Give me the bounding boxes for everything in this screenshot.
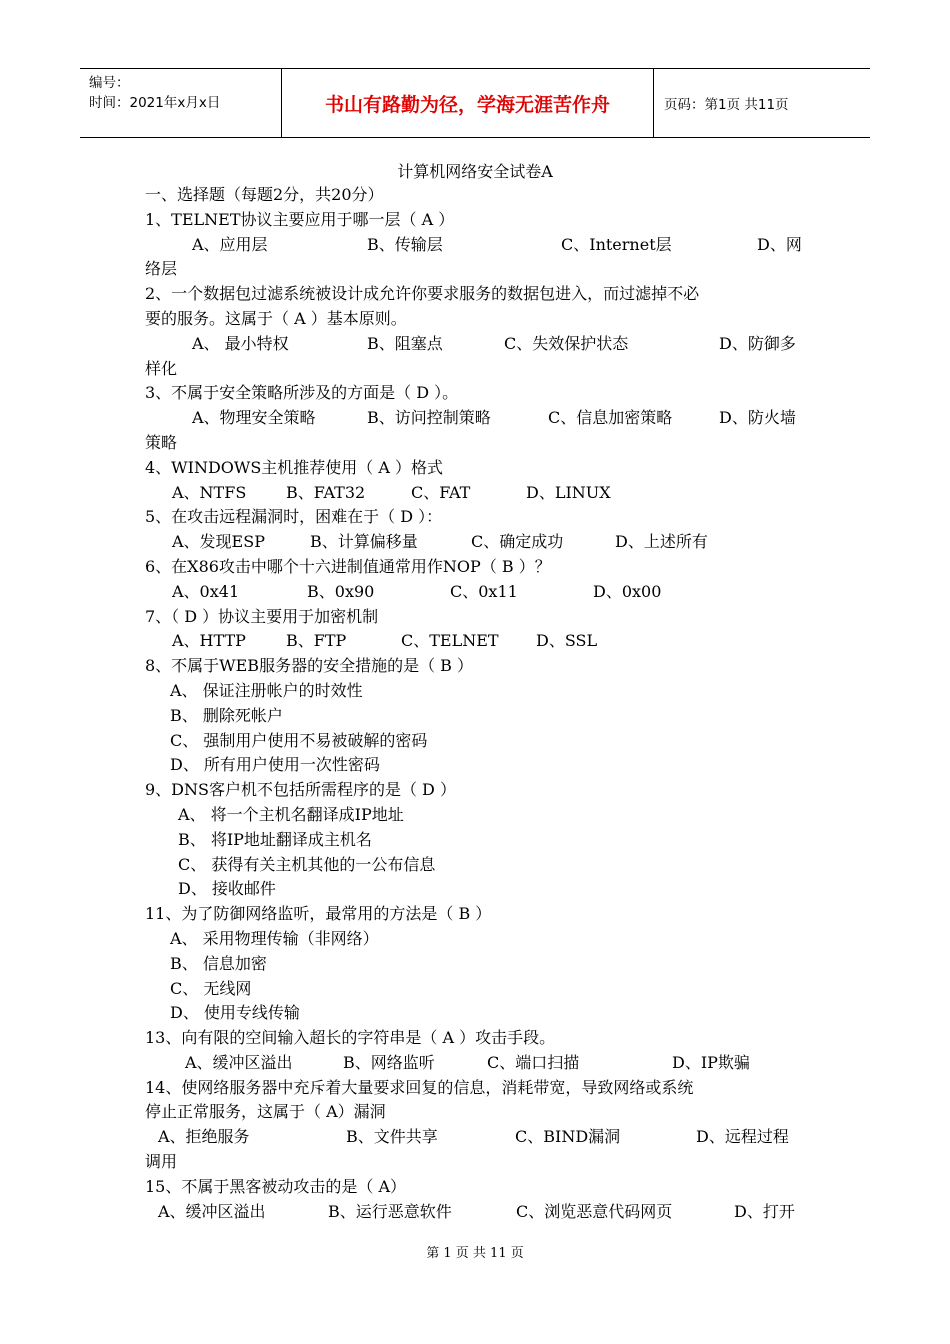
question-9: 9、DNS客户机不包括所需程序的是（ D ）: [145, 780, 456, 800]
option: D、SSL: [536, 631, 598, 651]
option: B、传输层: [367, 234, 443, 254]
exam-body: [145, 183, 810, 1224]
option: C、FAT: [411, 482, 471, 502]
option: D、打开: [734, 1201, 795, 1221]
option: D、网: [757, 234, 802, 254]
page-footer: 第 1 页 共 11 页: [426, 1246, 524, 1261]
option: C、BIND漏洞: [515, 1127, 621, 1147]
option: A、NTFS: [172, 482, 247, 502]
option: C、信息加密策略: [548, 408, 673, 428]
question-6-options: [145, 580, 810, 605]
option: D、IP欺骗: [672, 1052, 750, 1072]
option: B、文件共享: [346, 1127, 438, 1147]
question-9-option-a: A、 将一个主机名翻译成IP地址: [178, 804, 404, 824]
option: B、网络监听: [343, 1052, 435, 1072]
question-3-wrap: 策略: [145, 432, 178, 452]
header-meta: [80, 69, 282, 137]
option: D、0x00: [593, 581, 662, 601]
question-5-options: [145, 530, 810, 555]
question-15-options: [145, 1200, 810, 1225]
question-8-option-d: D、 所有用户使用一次性密码: [170, 755, 380, 775]
section-heading: 一、选择题（每题2分，共20分）: [145, 185, 384, 204]
question-1-options: [145, 233, 810, 258]
question-2: 2、一个数据包过滤系统被设计成允许你要求服务的数据包进入，而过滤掉不必: [145, 284, 700, 304]
option: D、上述所有: [615, 532, 708, 552]
option: B、FAT32: [286, 482, 366, 502]
question-8-option-a: A、 保证注册帐户的时效性: [170, 680, 363, 700]
exam-title: 计算机网络安全试卷A: [397, 162, 553, 181]
option: C、失效保护状态: [504, 333, 629, 353]
question-11: 11、为了防御网络监听，最常用的方法是（ B ）: [145, 904, 492, 924]
question-8: 8、不属于WEB服务器的安全措施的是（ B ）: [145, 656, 473, 676]
question-9-option-d: D、 接收邮件: [178, 879, 276, 899]
question-8-option-b: B、 删除死帐户: [170, 705, 283, 725]
page-header: [80, 68, 870, 138]
document-time-label: 时间：2021年x月x日: [89, 95, 221, 111]
question-2-cont: 要的服务。这属于（ A ）基本原则。: [145, 308, 407, 328]
option: C、0x11: [450, 581, 518, 601]
question-6: 6、在X86攻击中哪个十六进制值通常用作NOP（ B ）？: [145, 556, 551, 576]
document-number-label: 编号：: [89, 75, 130, 91]
question-11-option-d: D、 使用专线传输: [170, 1003, 300, 1023]
option: A、缓冲区溢出: [185, 1052, 293, 1072]
option: B、计算偏移量: [310, 532, 418, 552]
header-page-info: 页码：第1页 共11页: [664, 97, 789, 113]
question-3-options: [145, 406, 810, 431]
question-8-option-c: C、 强制用户使用不易被破解的密码: [170, 730, 428, 750]
question-3: 3、不属于安全策略所涉及的方面是（ D ）。: [145, 383, 459, 403]
question-1: 1、TELNET协议主要应用于哪一层（ A ）: [145, 209, 455, 229]
question-9-option-b: B、 将IP地址翻译成主机名: [178, 829, 372, 849]
option: C、TELNET: [401, 631, 499, 651]
option: D、防御多: [719, 333, 796, 353]
option: A、拒绝服务: [158, 1127, 250, 1147]
question-13-options: [145, 1051, 810, 1076]
option: C、浏览恶意代码网页: [516, 1201, 673, 1221]
option: C、Internet层: [561, 234, 672, 254]
option: B、阻塞点: [367, 333, 443, 353]
question-2-wrap: 样化: [145, 358, 178, 378]
question-2-options: [145, 332, 810, 357]
question-14: 14、使网络服务器中充斥着大量要求回复的信息，消耗带宽，导致网络或系统: [145, 1077, 694, 1097]
question-7: 7、（ D ）协议主要用于加密机制: [145, 606, 379, 626]
question-11-option-b: B、 信息加密: [170, 953, 267, 973]
question-14-cont: 停止正常服务，这属于（ A）漏洞: [145, 1102, 386, 1122]
question-14-options: [145, 1125, 810, 1150]
option: A、发现ESP: [172, 532, 265, 552]
option: C、端口扫描: [487, 1052, 580, 1072]
option: B、访问控制策略: [367, 408, 491, 428]
question-7-options: [145, 629, 810, 654]
option: A、 最小特权: [192, 333, 289, 353]
question-4-options: [145, 481, 810, 506]
option: A、0x41: [172, 581, 240, 601]
option: A、应用层: [192, 234, 268, 254]
option: D、远程过程: [696, 1127, 789, 1147]
option: A、物理安全策略: [192, 408, 316, 428]
question-11-option-a: A、 采用物理传输（非网络）: [170, 928, 379, 948]
question-5: 5、在攻击远程漏洞时，困难在于（ D ）：: [145, 507, 443, 527]
question-14-wrap: 调用: [145, 1152, 178, 1172]
option: B、FTP: [286, 631, 347, 651]
question-4: 4、WINDOWS主机推荐使用（ A ）格式: [145, 457, 444, 477]
header-motto: 书山有路勤为径，学海无涯苦作舟: [282, 69, 654, 137]
option: B、0x90: [307, 581, 375, 601]
question-15: 15、不属于黑客被动攻击的是（ A）: [145, 1176, 407, 1196]
question-11-option-c: C、 无线网: [170, 978, 252, 998]
option: D、LINUX: [526, 482, 611, 502]
question-9-option-c: C、 获得有关主机其他的一公布信息: [178, 854, 436, 874]
question-13: 13、向有限的空间输入超长的字符串是（ A ）攻击手段。: [145, 1028, 556, 1048]
option: C、确定成功: [471, 532, 564, 552]
question-1-wrap: 络层: [145, 259, 178, 279]
option: A、缓冲区溢出: [158, 1201, 266, 1221]
option: D、防火墙: [719, 408, 796, 428]
option: B、运行恶意软件: [328, 1201, 452, 1221]
option: A、HTTP: [172, 631, 246, 651]
